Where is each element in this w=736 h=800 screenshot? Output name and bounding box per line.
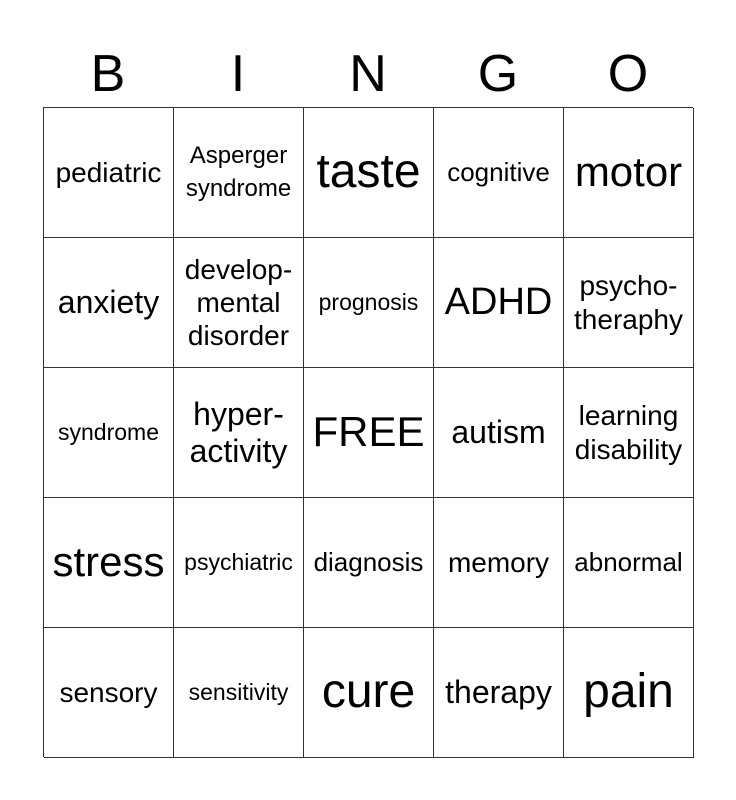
- bingo-cell: FREE: [304, 368, 434, 498]
- bingo-cell[interactable]: psycho- theraphy: [564, 238, 694, 368]
- header-letter-n: N: [349, 45, 387, 103]
- bingo-cell[interactable]: taste: [304, 108, 434, 238]
- bingo-cell[interactable]: prognosis: [304, 238, 434, 368]
- bingo-cell[interactable]: anxiety: [44, 238, 174, 368]
- bingo-cell[interactable]: stress: [44, 498, 174, 628]
- bingo-cell[interactable]: diagnosis: [304, 498, 434, 628]
- bingo-cell[interactable]: sensitivity: [174, 628, 304, 758]
- bingo-cell[interactable]: develop- mental disorder: [174, 238, 304, 368]
- bingo-cell[interactable]: sensory: [44, 628, 174, 758]
- bingo-board: [43, 107, 693, 757]
- bingo-cell[interactable]: Asperger syndrome: [174, 108, 304, 238]
- bingo-cell[interactable]: learning disability: [564, 368, 694, 498]
- bingo-cell[interactable]: psychiatric: [174, 498, 304, 628]
- bingo-cell[interactable]: syndrome: [44, 368, 174, 498]
- header-letter-i: I: [230, 45, 246, 103]
- bingo-cell[interactable]: abnormal: [564, 498, 694, 628]
- header-letter-b: B: [90, 45, 126, 103]
- bingo-header: [43, 40, 693, 108]
- bingo-cell[interactable]: therapy: [434, 628, 564, 758]
- bingo-cell[interactable]: autism: [434, 368, 564, 498]
- bingo-cell[interactable]: pediatric: [44, 108, 174, 238]
- bingo-cell[interactable]: cognitive: [434, 108, 564, 238]
- bingo-cell[interactable]: motor: [564, 108, 694, 238]
- bingo-cell[interactable]: cure: [304, 628, 434, 758]
- bingo-cell[interactable]: ADHD: [434, 238, 564, 368]
- bingo-cell[interactable]: pain: [564, 628, 694, 758]
- bingo-cell[interactable]: memory: [434, 498, 564, 628]
- header-letter-o: O: [607, 45, 649, 103]
- bingo-cell[interactable]: hyper- activity: [174, 368, 304, 498]
- header-letter-g: G: [477, 45, 519, 103]
